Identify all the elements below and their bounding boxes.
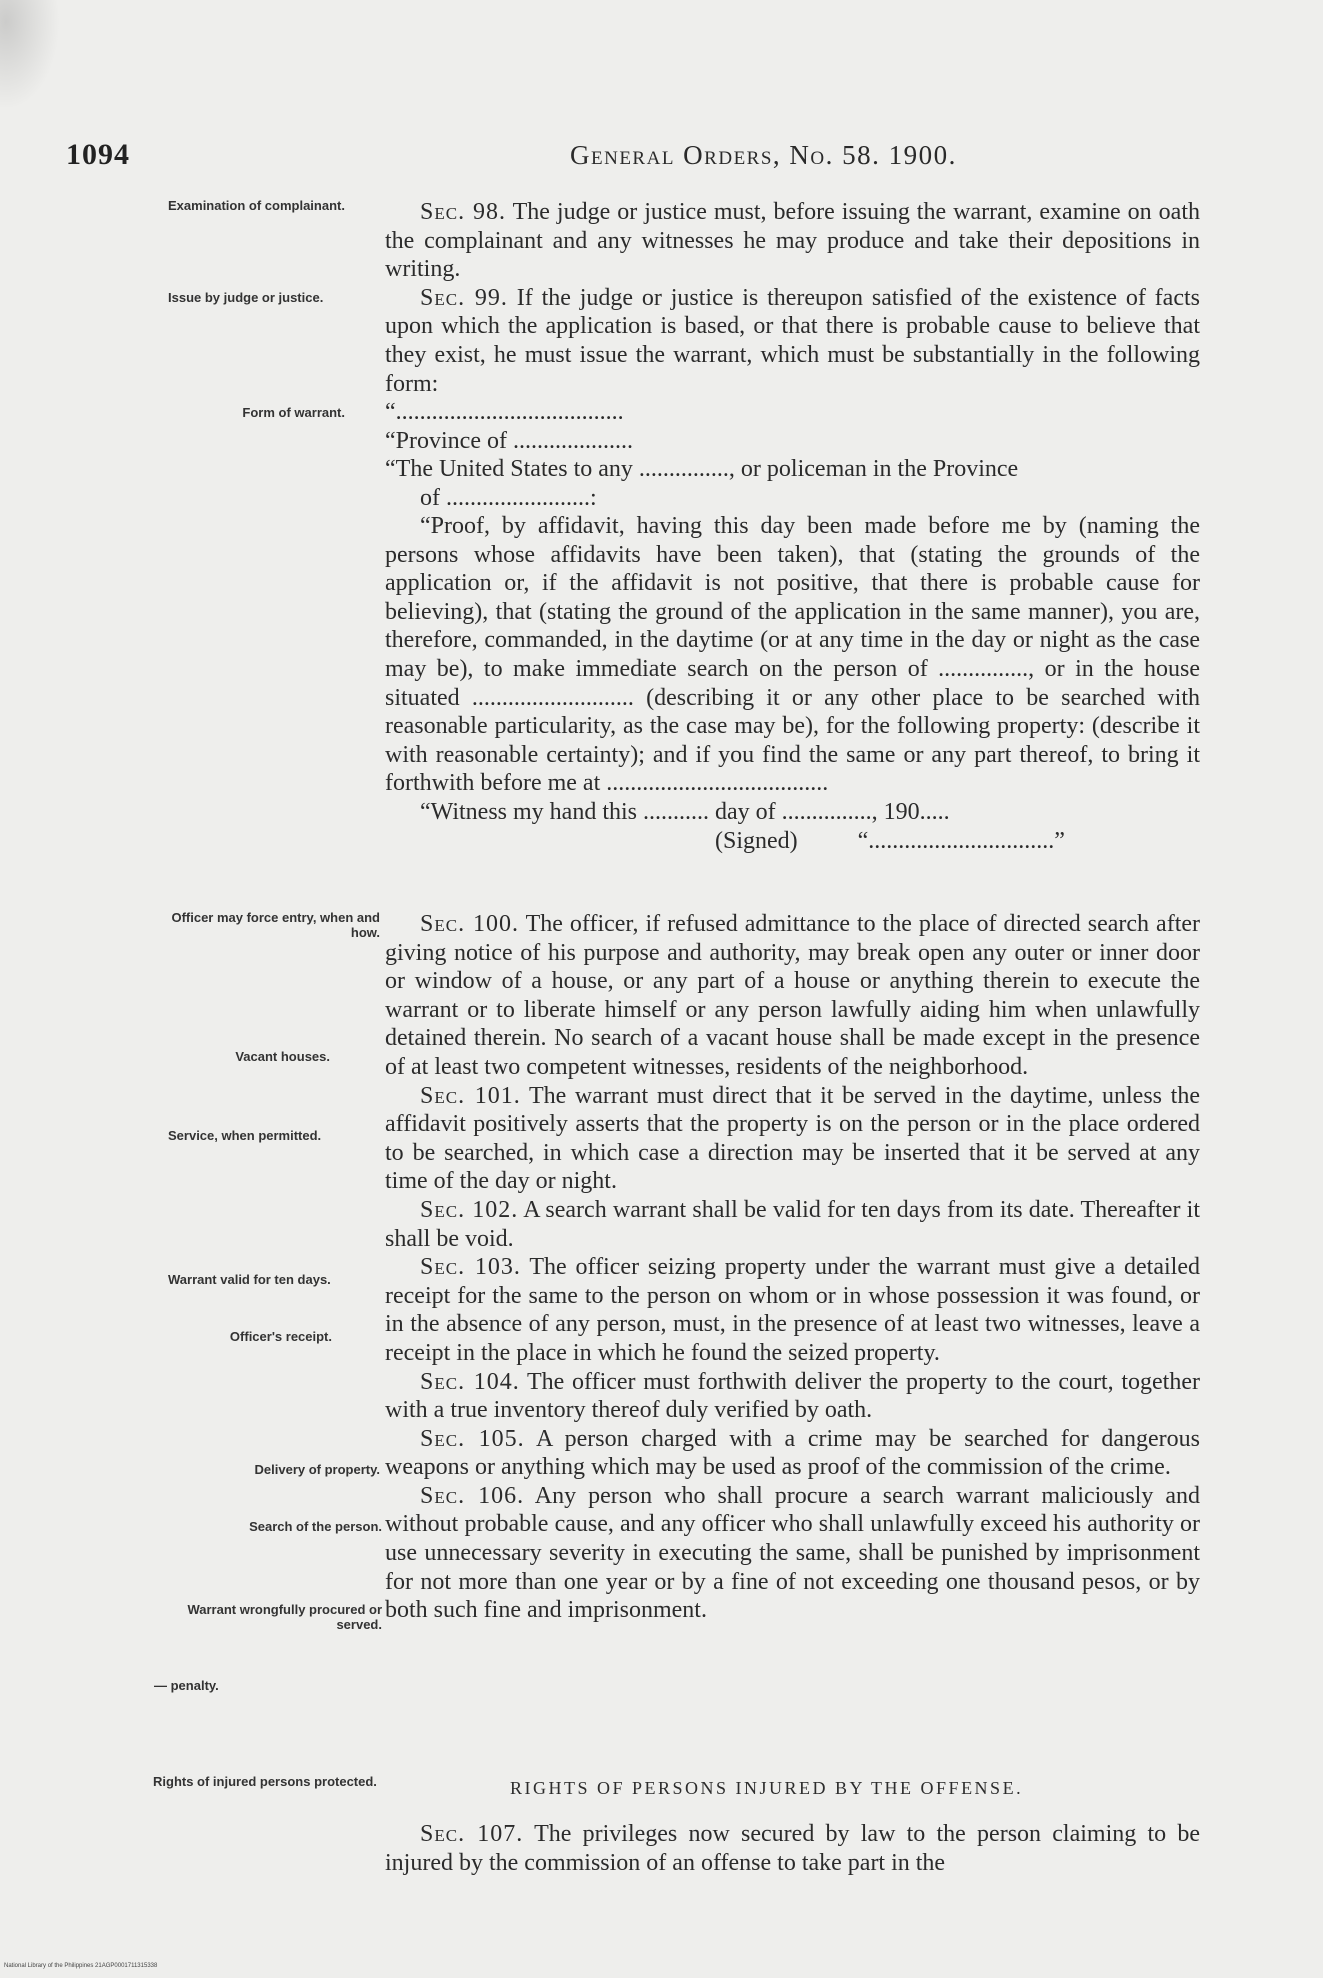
section-100-label: Sec. 100.: [420, 911, 520, 937]
section-105-text: A person charged with a crime may be searched for dangerous weapons or anything which may be used as proof of the commission of the crime.: [385, 1425, 1201, 1481]
section-104: [385, 1368, 1200, 1425]
margin-note-issue: Issue by judge or justice.: [168, 290, 324, 305]
section-98: [385, 198, 1200, 284]
section-101-label: Sec. 101.: [420, 1082, 521, 1109]
section-105: [385, 1425, 1200, 1482]
section-101-text: The warrant must direct that it be served in the daytime, unless the affidavit positively asserts that the property is on the person or in the place ordered to be searched, in which case a direction may be inserted that it be served at any time of the day or night.: [385, 1082, 1200, 1195]
section-104-text: The officer must forthwith deliver the property to the court, together with a true inventory thereof duly verified by oath.: [385, 1368, 1200, 1424]
form-line-province: “Province of ....................: [385, 427, 633, 454]
section-101: [385, 1082, 1200, 1196]
section-99: [385, 284, 1200, 398]
section-98-label: Sec. 98.: [420, 199, 507, 225]
form-witness: “Witness my hand this ........... day of ..............., 190.....: [420, 798, 950, 825]
section-107-text: The privileges now secured by law to the person claiming to be injured by the commission of an offense to take part in the: [385, 1821, 1200, 1876]
section-100-text: The officer, if refused admittance to the place of directed search after giving notice of his purpose and authority, may break open any outer or inner door or window of a house, or any part of a house or anything therein to execute the warrant or to liberate himself or any person lawfully aiding him when unlawfully detained therein. No search of a vacant house shall be made except in the presence of at least two competent witnesses, residents of the neighborhood.: [385, 911, 1201, 1080]
scan-credit: National Library of the Philippines 21AGP0001711315338: [4, 1963, 158, 1969]
form-line-1: “......................................: [385, 399, 624, 425]
margin-note-vacant: Vacant houses.: [235, 1049, 330, 1064]
form-signed: (Signed) “...............................”: [715, 827, 1065, 854]
margin-note-receipt: Officer's receipt.: [229, 1329, 332, 1344]
section-99-label: Sec. 99.: [420, 284, 508, 311]
section-107-block: [385, 1820, 1200, 1877]
form-line-united-states: “The United States to any ..............., or policeman in the Province: [385, 456, 1019, 483]
sections-100-106-block: [385, 910, 1200, 1625]
form-body: “Proof, by affidavit, having this day been made before me by (naming the persons whose affidavits have been taken), that (stating the grounds of the application or, if the affidavit is not positive, that there is probable cause for believing), that (stating the ground of the application in the same manner), you are, therefore, commanded, in the daytime (or at any time in the day or night as the case may be), to make immediate search on the person of ..............., or in the house situated ........................... (describing it or any other place to be searched with reasonable particularity, as the case may be), for the following property: (describe it with reasonable certainty); and if you find the same or any part thereof, to bring it forthwith before me at .....................................: [385, 513, 1200, 797]
section-102-text: A search warrant shall be valid for ten days from its date. Thereafter it shall be void.: [385, 1196, 1200, 1252]
margin-note-service: Service, when permitted.: [168, 1128, 322, 1143]
margin-note-valid: Warrant valid for ten days.: [168, 1272, 331, 1287]
section-103-text: The officer seizing property under the warrant must give a detailed receipt for the same to the person on whom or in whose possession it was found, or in the absence of any person, must, in the presence of at least two witnesses, leave a receipt in the place in which he found the seized property.: [385, 1254, 1200, 1366]
running-head: General Orders, No. 58. 1900.: [570, 140, 957, 170]
warrant-form: [385, 398, 1200, 512]
margin-note-rights: Rights of injured persons protected.: [153, 1774, 377, 1789]
margin-note-search-person: Search of the person.: [249, 1519, 382, 1534]
section-104-label: Sec. 104.: [420, 1368, 520, 1395]
margin-note-officer-force: Officer may force entry, when and how.: [171, 910, 380, 940]
section-100: [385, 910, 1200, 1082]
page-number: 1094: [66, 138, 130, 171]
section-99-text: If the judge or justice is thereupon satisfied of the existence of facts upon which the application is based, or that there is probable cause to believe that they exist, he must issue the warrant, which must be substantially in the following form:: [385, 284, 1200, 397]
section-107: [385, 1820, 1200, 1877]
section-106: [385, 1482, 1200, 1625]
section-107-label: Sec. 107.: [420, 1821, 524, 1847]
section-102: [385, 1196, 1200, 1253]
section-103-label: Sec. 103.: [420, 1254, 521, 1281]
form-line-of: of ........................:: [420, 484, 597, 511]
section-subheading: RIGHTS OF PERSONS INJURED BY THE OFFENSE.: [510, 1778, 1024, 1798]
margin-note-examination: Examination of complainant.: [168, 198, 345, 213]
section-98-text: The judge or justice must, before issuing the warrant, examine on oath the complainant and any witnesses he may produce and take their depositions in writing.: [385, 199, 1200, 283]
margin-note-form: Form of warrant.: [242, 405, 345, 420]
scan-smudge: [0, 0, 60, 110]
section-98-99-block: [385, 198, 1200, 398]
margin-note-penalty: — penalty.: [154, 1678, 219, 1693]
warrant-form-body-block: [385, 512, 1200, 855]
section-105-label: Sec. 105.: [420, 1425, 525, 1452]
section-103: [385, 1253, 1200, 1367]
section-102-label: Sec. 102.: [420, 1196, 519, 1223]
margin-note-wrongfully: Warrant wrongfully procured or served.: [187, 1602, 382, 1632]
margin-note-delivery: Delivery of property.: [254, 1462, 380, 1477]
section-106-text: Any person who shall procure a search warrant maliciously and without probable cause, and any officer who shall unlawfully exceed his authority or use unnecessary severity in executing the same, shall be punished by imprisonment for not more than one year or by a fine of not exceeding one thousand pesos, or by both such fine and imprisonment.: [385, 1482, 1201, 1624]
section-106-label: Sec. 106.: [420, 1482, 525, 1509]
